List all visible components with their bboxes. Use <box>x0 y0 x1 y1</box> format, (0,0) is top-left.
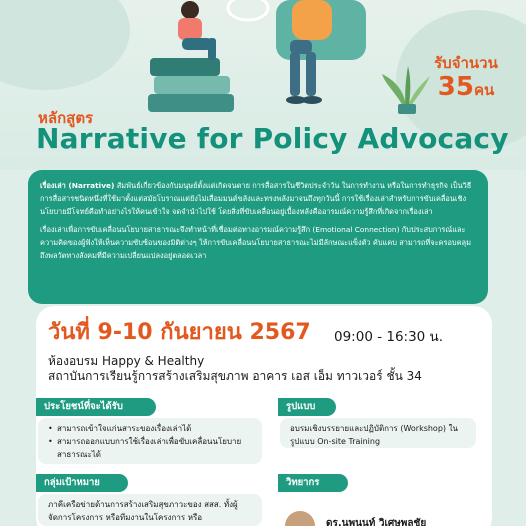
course-title: Narrative for Policy Advocacy <box>36 122 509 155</box>
child-figure <box>168 0 228 64</box>
description-text-1: สัมพันธ์เกี่ยวข้องกับมนุษย์ตั้งแต่เกิดจนตาย การสื่อสารในชีวิตประจำวัน ในการทำงาน หรือในการทำธุรกิจ เป็นวิธีการสื่อสารชนิดหนึ่งที่ใช้มาตั้งแต่สมัยโบราณแต่ยังไม่เสื่อมมนต์ขลังและทรงพลังมาจนถึงทุกวันนี้ การใช้เรื่องเล่าสำหรับการขับเคลื่อนเชิงนโยบายมีโจทย์คือทำอย่างไรให้คนเข้าใจ จดจำนำไปใช้ โดยสิ่งที่ขับเคลื่อนอยู่เบื้องหลังคืออารมณ์ความรู้สึกที่เกิดจากเรื่องเล่า <box>40 181 472 217</box>
benefits-panel <box>38 418 262 464</box>
benefits-list <box>48 422 252 461</box>
speech-bubble-icon <box>224 0 274 30</box>
background-blob <box>0 0 130 90</box>
adult-figure <box>282 0 342 112</box>
target-heading: กลุ่มเป้าหมาย <box>36 474 128 492</box>
course-label: หลักสูตร <box>38 109 94 127</box>
capacity-unit: คน <box>473 81 495 99</box>
venue-room: ห้องอบรม Happy & Healthy <box>48 354 205 368</box>
description-panel <box>28 170 488 304</box>
venue-address: สถาบันการเรียนรู้การสร้างเสริมสุขภาพ อาคาร เอส เอ็ม ทาวเวอร์ ชั้น 34 <box>48 369 422 383</box>
event-time: 09:00 - 16:30 น. <box>334 329 444 345</box>
benefits-heading: ประโยชน์ที่จะได้รับ <box>36 398 156 416</box>
list-item: • สามารถออกแบบการใช้เรื่องเล่าเพื่อขับเคลื่อนนโยบายสาธารณะได้ <box>48 435 252 461</box>
format-heading: รูปแบบ <box>278 398 336 416</box>
speaker-name: ดร.นพนนท์ วิเศษพลชัย <box>326 518 427 526</box>
capacity-number: 35 <box>437 72 474 102</box>
list-item: • สามารถเข้าใจแก่นสาระของเรื่องเล่าได้ <box>48 422 252 435</box>
description-paragraph-2: เรื่องเล่าเพื่อการขับเคลื่อนนโยบายสาธารณะจึงทำหน้าที่เชื่อมต่อทางอารมณ์ความรู้สึก (Emotional Connection) กับประสบการณ์และความคิดของผู้ฟังให้เห็นความซับซ้อนของมิติต่างๆ ให้การขับเคลื่อนนโยบายสาธารณะไม่มีลักษณะแข็งตัว คับแคบ สามารถที่จะครอบคลุมถึงพลวัตทางสังคมที่มีความเปลี่ยนแปลงอยู่ตลอดเวลา <box>40 224 471 261</box>
capacity-count <box>420 72 512 105</box>
format-text: อบรมเชิงบรรยายและปฏิบัติการ (Workshop) ในรูปแบบ On-site Training <box>280 418 476 448</box>
capacity-badge <box>420 54 512 118</box>
description-paragraph-1 <box>40 179 476 219</box>
event-date: วันที่ 9-10 กันยายน 2567 <box>48 320 311 345</box>
capacity-label: รับจำนวน <box>434 54 498 72</box>
description-lead: เรื่องเล่า (Narrative) <box>40 181 115 190</box>
speaker-heading: วิทยากร <box>278 474 348 492</box>
target-text: ภาคีเครือข่ายด้านการสร้างเสริมสุขภาวะของ สสส. ทั้งผู้จัดการโครงการ หรือทีมงานในโครงการ หรือ <box>38 494 262 526</box>
